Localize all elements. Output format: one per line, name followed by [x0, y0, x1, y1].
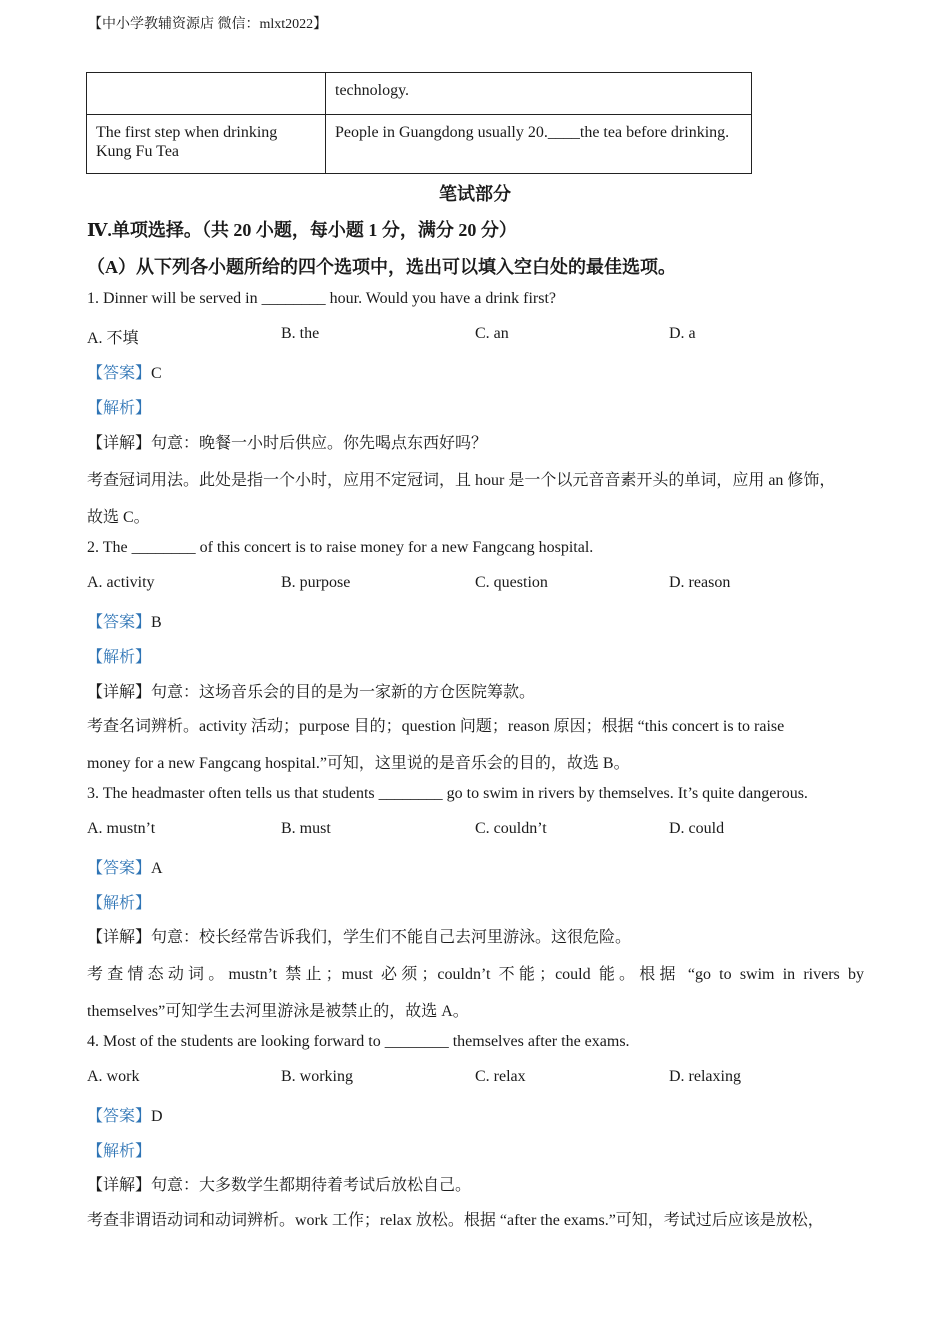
question-stem: 1. Dinner will be served in ________ hour. Would you have a drink first? [87, 290, 556, 307]
explanation-text: 考查冠词用法。此处是指一个小时，应用不定冠词，且 hour 是一个以元音音素开头的单词，应用 an 修饰， [87, 472, 836, 489]
answer-label: 【答案】 [87, 1108, 152, 1125]
answer-label: 【答案】 [87, 365, 152, 382]
header-note: 【中小学教辅资源店 微信：mlxt2022】 [88, 17, 328, 32]
explanation-text: 故选 C。 [87, 509, 150, 526]
answer-label: 【答案】 [87, 614, 152, 631]
detail-text: 句意：这场音乐会的目的是为一家新的方仓医院筹款。 [151, 684, 536, 701]
answer-line [87, 1103, 163, 1126]
cell-text: the tea before drinking. [579, 124, 730, 141]
part-heading: Ⅳ.单项选择。（共 20 小题，每小题 1 分，满分 20 分） [87, 220, 517, 240]
detail-line [87, 430, 487, 453]
option-a: A. activity [87, 574, 155, 591]
analysis-label: 【解析】 [87, 895, 152, 912]
option-d: D. could [669, 820, 725, 837]
answer-line [87, 360, 162, 383]
explanation-text: 考查名词辨析。activity 活动；purpose 目的；question 问题；reason 原因；根据 “this concert is to raise [87, 718, 785, 735]
option-d: D. reason [669, 574, 731, 591]
option-b: B. purpose [281, 574, 351, 591]
detail-text: 句意：大多数学生都期待着考试后放松自己。 [151, 1177, 472, 1194]
explanation-text: themselves”可知学生去河里游泳是被禁止的，故选 A。 [87, 1003, 469, 1020]
answer-value: A [151, 860, 163, 877]
table-cell [87, 73, 326, 115]
explanation-text: 考查非谓语动词和动词辨析。work 工作；relax 放松。根据 “after the exams.”可知，考试过后应该是放松， [87, 1212, 824, 1229]
detail-line [87, 1172, 471, 1195]
option-c: C. question [475, 574, 548, 591]
question-stem: 2. The ________ of this concert is to raise money for a new Fangcang hospital. [87, 539, 594, 556]
answer-value: C [151, 365, 162, 382]
option-c: C. couldn’t [475, 820, 547, 837]
table-row [87, 115, 752, 174]
option-b: B. must [281, 820, 331, 837]
table-cell: The first step when drinking Kung Fu Tea [87, 115, 326, 174]
answer-line [87, 609, 162, 632]
table-row [87, 73, 752, 115]
sub-heading: （A）从下列各小题所给的四个选项中，选出可以填入空白处的最佳选项。 [87, 257, 676, 277]
option-a: A. mustn’t [87, 820, 156, 837]
option-a: A. 不填 [87, 330, 139, 347]
table-cell: technology. [326, 73, 752, 115]
option-a: A. work [87, 1068, 140, 1085]
answer-label: 【答案】 [87, 860, 152, 877]
detail-label: 【详解】 [87, 1177, 152, 1194]
option-d: D. relaxing [669, 1068, 741, 1085]
detail-text: 句意：校长经常告诉我们，学生们不能自己去河里游泳。这很危险。 [151, 929, 632, 946]
kung-fu-tea-table [86, 72, 752, 174]
cell-text: People in Guangdong usually 20. [335, 124, 548, 141]
option-b: B. the [281, 325, 320, 342]
detail-text: 句意：晚餐一小时后供应。你先喝点东西好吗？ [151, 435, 488, 452]
detail-label: 【详解】 [87, 435, 152, 452]
detail-line [87, 679, 535, 702]
explanation-text: money for a new Fangcang hospital.”可知，这里说的是音乐会的目的，故选 B。 [87, 755, 630, 772]
answer-value: D [151, 1108, 163, 1125]
detail-line [87, 924, 631, 947]
option-b: B. working [281, 1068, 353, 1085]
fill-blank: ____ [547, 124, 580, 141]
analysis-label: 【解析】 [87, 400, 152, 417]
question-stem: 4. Most of the students are looking forward to ________ themselves after the exams. [87, 1033, 630, 1050]
question-stem: 3. The headmaster often tells us that students ________ go to swim in rivers by themselves. It’s quite dangerous. [87, 785, 808, 802]
detail-label: 【详解】 [87, 929, 152, 946]
analysis-label: 【解析】 [87, 1143, 152, 1160]
explanation-text: 考查情态动词。mustn’t 禁止；must 必须；couldn’t 不能；could 能。根据 “go to swim in rivers by [87, 966, 864, 983]
option-c: C. relax [475, 1068, 526, 1085]
answer-value: B [151, 614, 162, 631]
section-title: 笔试部分 [439, 184, 511, 204]
option-d: D. a [669, 325, 696, 342]
option-c: C. an [475, 325, 509, 342]
detail-label: 【详解】 [87, 684, 152, 701]
table-cell [326, 115, 752, 174]
answer-line [87, 855, 163, 878]
analysis-label: 【解析】 [87, 649, 152, 666]
